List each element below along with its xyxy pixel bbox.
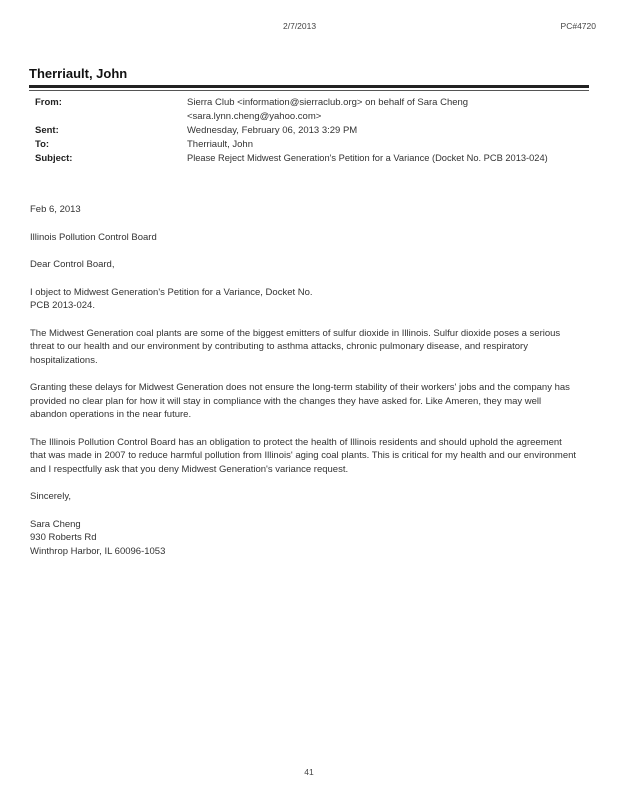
signature-city: Winthrop Harbor, IL 60096-1053 [30,545,166,557]
paragraph-1-line-1: I object to Midwest Generation's Petition for a Variance, Docket No. [30,286,313,298]
subject-label: Subject: [35,153,73,164]
sender-name-heading: Therriault, John [29,66,128,81]
header-date: 2/7/2013 [283,21,317,31]
to-label: To: [35,139,50,150]
from-value-line2: <sara.lynn.cheng@yahoo.com> [187,111,322,122]
paragraph-2: The Midwest Generation coal plants are some of the biggest emitters of sulfur dioxide in Illinois. Sulfur dioxide poses a serious threat to our health and our environment by contributing to asthma attacks, chronic pulmonary disease, and respiratory hospitalizations. [30,327,561,366]
letter-date: Feb 6, 2013 [30,204,81,215]
sent-value: Wednesday, February 06, 2013 3:29 PM [187,125,358,136]
header-pc-number: PC#4720 [560,21,596,31]
signature-name: Sara Cheng [30,518,81,530]
paragraph-3: Granting these delays for Midwest Generation does not ensure the long-term stability of their workers' jobs and the company has provided no clear plan for how it will stay in compliance with the changes they have asked for. Like Ameren, they may well abandon operations in the near future. [30,382,570,420]
header-rule-thin [29,90,589,91]
from-value-line1: Sierra Club <information@sierraclub.org> on behalf of Sara Cheng [187,97,469,108]
letter-closing: Sincerely, [30,491,72,502]
paragraph-1-line-2: PCB 2013-024. [30,300,95,311]
sent-label: Sent: [35,125,59,136]
header-rule-thick [29,85,589,88]
letter-recipient: Illinois Pollution Control Board [30,231,157,243]
paragraph-4: The Illinois Pollution Control Board has an obligation to protect the health of Illinois residents and should uphold the agreement that was made in 2007 to reduce harmful pollution from Illinois' aging coal plants. This is critical for my health and our environment and I respectfully ask that you deny Midwest Generation's variance request. [30,436,577,475]
subject-value: Please Reject Midwest Generation's Petition for a Variance (Docket No. PCB 2013-024) [187,153,548,163]
signature-street: 930 Roberts Rd [30,532,97,543]
from-label: From: [35,97,62,108]
page-number: 41 [304,767,314,777]
letter-salutation: Dear Control Board, [30,259,115,270]
to-value: Therriault, John [187,139,254,150]
letter-body [30,203,578,558]
